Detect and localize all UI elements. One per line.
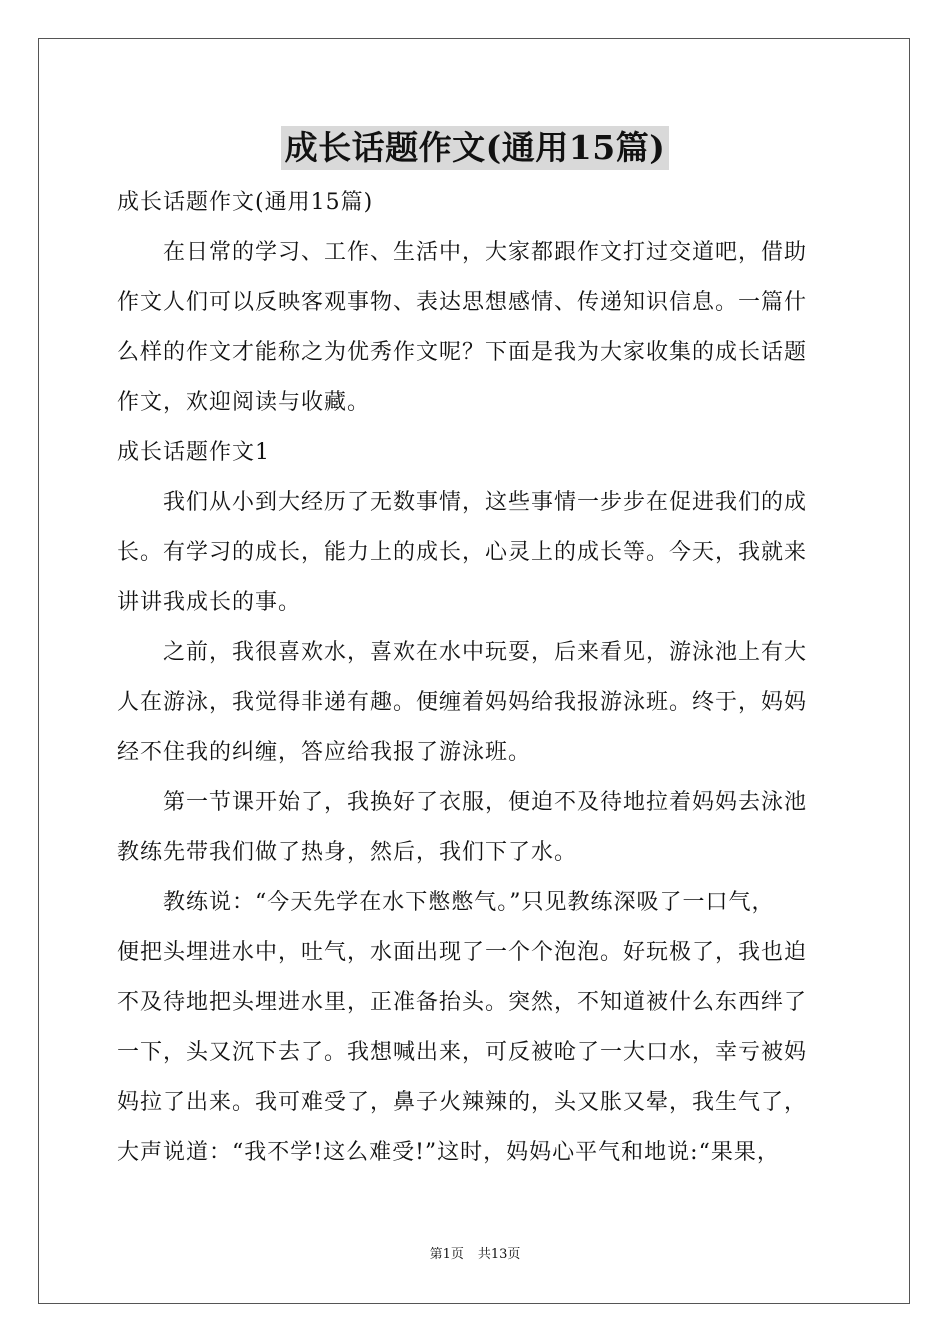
body-line: 讲讲我成长的事。 (117, 590, 302, 615)
page-number: 第1页 (429, 1247, 464, 1262)
page-total: 共13页 (477, 1247, 521, 1262)
document-title: 成长话题作文(通用15篇) (281, 126, 670, 170)
body-line: 经不住我的纠缠，答应给我报了游泳班。 (117, 740, 532, 765)
subtitle-line: 成长话题作文(通用15篇) (117, 190, 374, 215)
page-footer (0, 1246, 950, 1264)
intro-line: 在日常的学习、工作、生活中，大家都跟作文打过交道吧，借助 (163, 240, 808, 265)
body-line: 一下，头又沉下去了。我想喊出来，可反被呛了一大口水，幸亏被妈 (117, 1040, 808, 1065)
intro-line: 作文人们可以反映客观事物、表达思想感情、传递知识信息。一篇什 (117, 290, 808, 315)
intro-line: 作文，欢迎阅读与收藏。 (117, 390, 371, 415)
body-line: 之前，我很喜欢水，喜欢在水中玩耍，后来看见，游泳池上有大 (163, 640, 808, 665)
section-heading: 成长话题作文1 (117, 440, 270, 465)
title-area (0, 126, 950, 170)
body-line: 妈拉了出来。我可难受了，鼻子火辣辣的，头又胀又晕，我生气了， (117, 1090, 808, 1115)
body-line: 不及待地把头埋进水里，正准备抬头。突然，不知道被什么东西绊了 (117, 990, 808, 1015)
body-line: 长。有学习的成长，能力上的成长，心灵上的成长等。今天，我就来 (117, 540, 808, 565)
intro-line: 么样的作文才能称之为优秀作文呢？下面是我为大家收集的成长话题 (117, 340, 808, 365)
document-body (117, 178, 837, 1178)
body-line: 人在游泳，我觉得非递有趣。便缠着妈妈给我报游泳班。终于，妈妈 (117, 690, 808, 715)
body-line: 我们从小到大经历了无数事情，这些事情一步步在促进我们的成 (163, 490, 808, 515)
body-line: 教练先带我们做了热身，然后，我们下了水。 (117, 840, 578, 865)
body-line: 教练说：“今天先学在水下憋憋气。”只见教练深吸了一口气， (163, 890, 775, 915)
body-line: 第一节课开始了，我换好了衣服，便迫不及待地拉着妈妈去泳池 (163, 790, 808, 815)
body-line: 便把头埋进水中，吐气，水面出现了一个个泡泡。好玩极了，我也迫 (117, 940, 808, 965)
body-line: 大声说道：“我不学!这么难受!”这时，妈妈心平气和地说:“果果， (117, 1140, 780, 1165)
